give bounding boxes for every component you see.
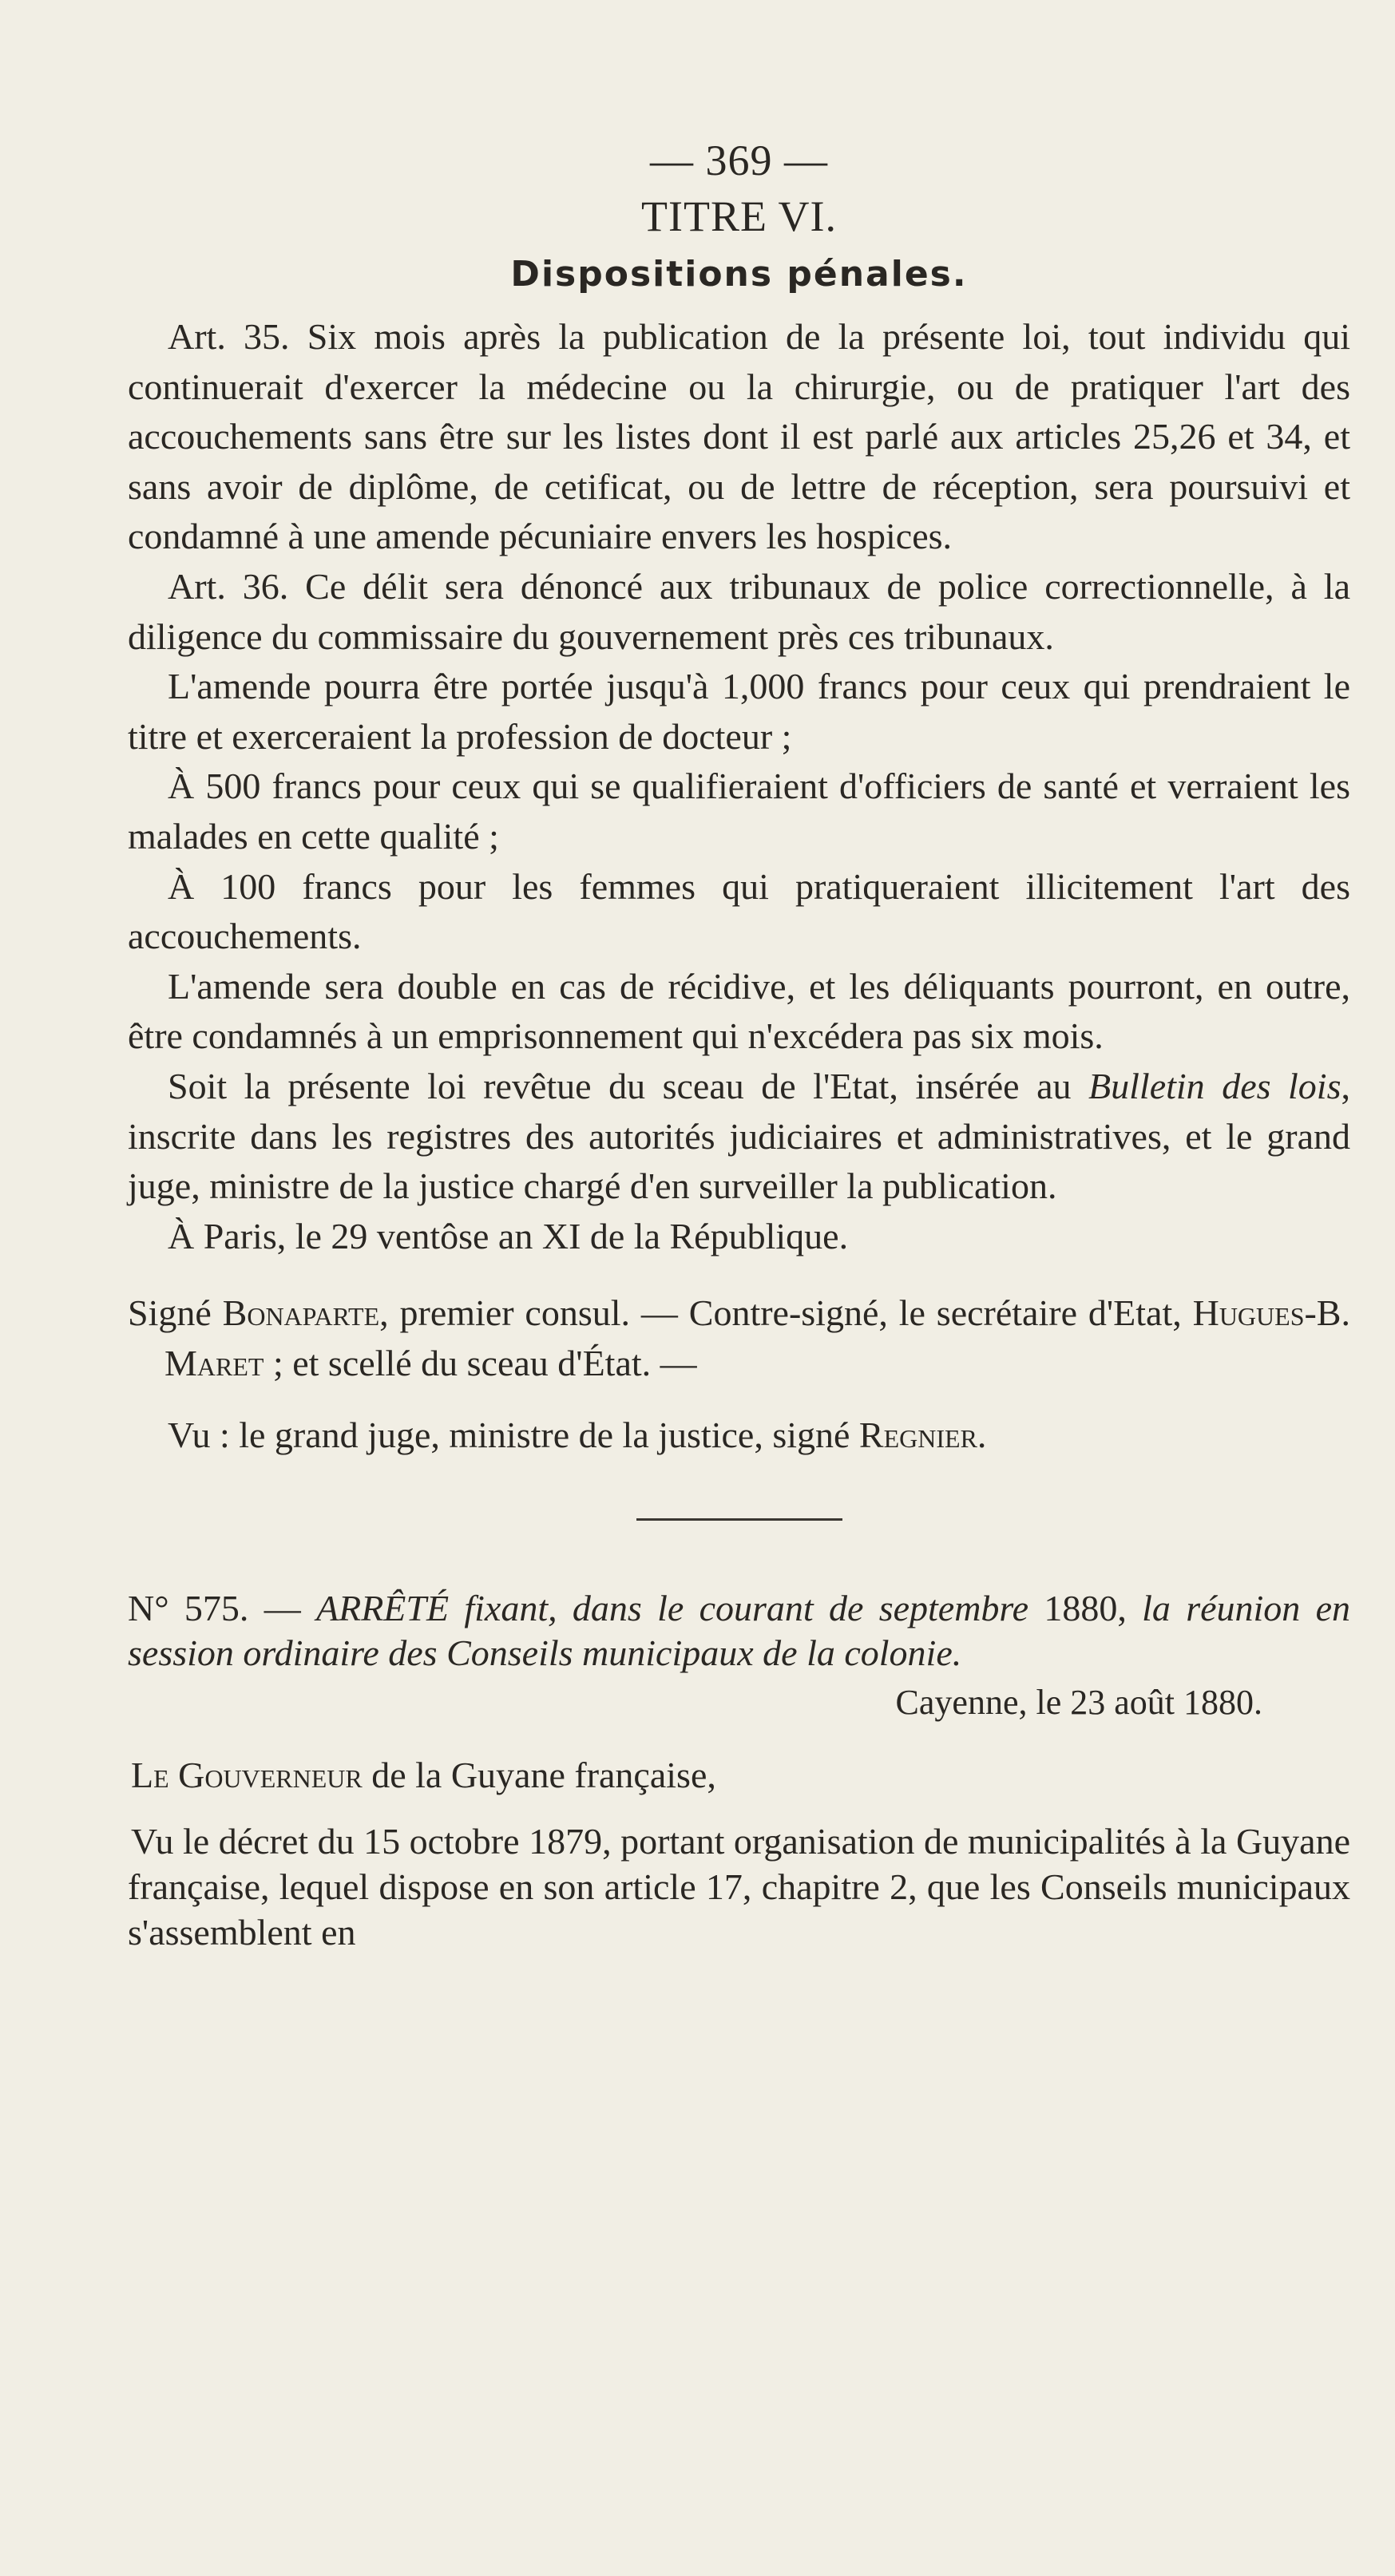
signatory-regnier: Regnier [858,1415,977,1456]
promulgation-text-start: Soit la présente loi revêtue du sceau de l'Etat, insérée au [168,1065,1089,1106]
promulgation-text-end: , inscrite dans les registres des autorités judiciaires et administratives, et le grand juge, ministre de la justice chargé d'en surveiller la publication. [128,1065,1350,1207]
section-divider [636,1518,842,1521]
bulletin-des-lois: Bulletin des lois [1088,1065,1341,1106]
vu-text: Vu : le grand juge, ministre de la justice, signé [168,1415,859,1456]
fine-doctor-paragraph: L'amende pourra être portée jusqu'à 1,000 francs pour ceux qui prendraient le titre et exerceraient la profession de docteur ; [128,666,1350,757]
decree-heading [128,1586,1350,1676]
signature-middle: , premier consul. — Contre-signé, le secrétaire d'Etat, [379,1292,1193,1334]
recidivism-paragraph: L'amende sera double en cas de récidive, et les déliquants pourront, en outre, être condamnés à un emprisonnement qui n'excédera pas six mois. [128,965,1350,1057]
signatory-maret: Hugues-B. Maret [164,1292,1350,1383]
decree-year: 1880, [1028,1588,1127,1629]
decree-title-continued: la réunion en session ordinaire des Conseils municipaux de la colonie. [128,1588,1351,1674]
governor-line [128,1752,1350,1798]
vu-line [128,1411,1350,1461]
dated-line: À Paris, le 29 ventôse an XI de la République. [168,1215,849,1256]
fine-midwife-paragraph: À 100 francs pour les femmes qui pratiqueraient illicitement l'art des accouchements. [128,865,1350,957]
signature-paragraph [128,1288,1350,1388]
signature-prefix: Signé [128,1292,223,1334]
signature-end: ; et scellé du sceau d'État. — [264,1342,697,1383]
place-date: Cayenne, le 23 août 1880. [895,1683,1262,1723]
decree-number: N° 575. — [128,1588,316,1629]
promulgation-paragraph [128,1062,1350,1212]
vu-end: . [977,1415,987,1456]
article-35-paragraph: Art. 35. Six mois après la publication de la présente loi, tout individu qui continuerait d'exercer la médecine ou la chirurgie, ou de pratiquer l'art des accouchements sans être sur les listes dont il est parlé aux articles 25,26 et 34, et sans avoir de diplôme, de cetificat, ou de lettre de réception, sera poursuivi et condamné à une amende pécuniaire envers les hospices. [128,316,1350,557]
governor-rest: de la Guyane française, [362,1755,716,1796]
signatory-bonaparte: Bonaparte [222,1292,380,1334]
title-heading: TITRE VI. [641,192,837,240]
governor-title: Le Gouverneur [131,1755,363,1796]
article-36-paragraph: Art. 36. Ce délit sera dénoncé aux tribunaux de police correctionnelle, à la diligence du commissaire du gouvernement près ces tribunaux. [128,565,1350,657]
considering-paragraph: Vu le décret du 15 octobre 1879, portant organisation de municipalités à la Guyane française, lequel dispose en son article 17, chapitre 2, que les Conseils municipaux s'assemblent en [128,1821,1350,1953]
page-number: — 369 — [650,137,828,184]
decree-title: ARRÊTÉ fixant, dans le courant de septembre [316,1588,1029,1629]
section-heading: Dispositions pénales. [510,254,968,295]
fine-officer-paragraph: À 500 francs pour ceux qui se qualifieraient d'officiers de santé et verraient les malades en cette qualité ; [128,766,1350,857]
